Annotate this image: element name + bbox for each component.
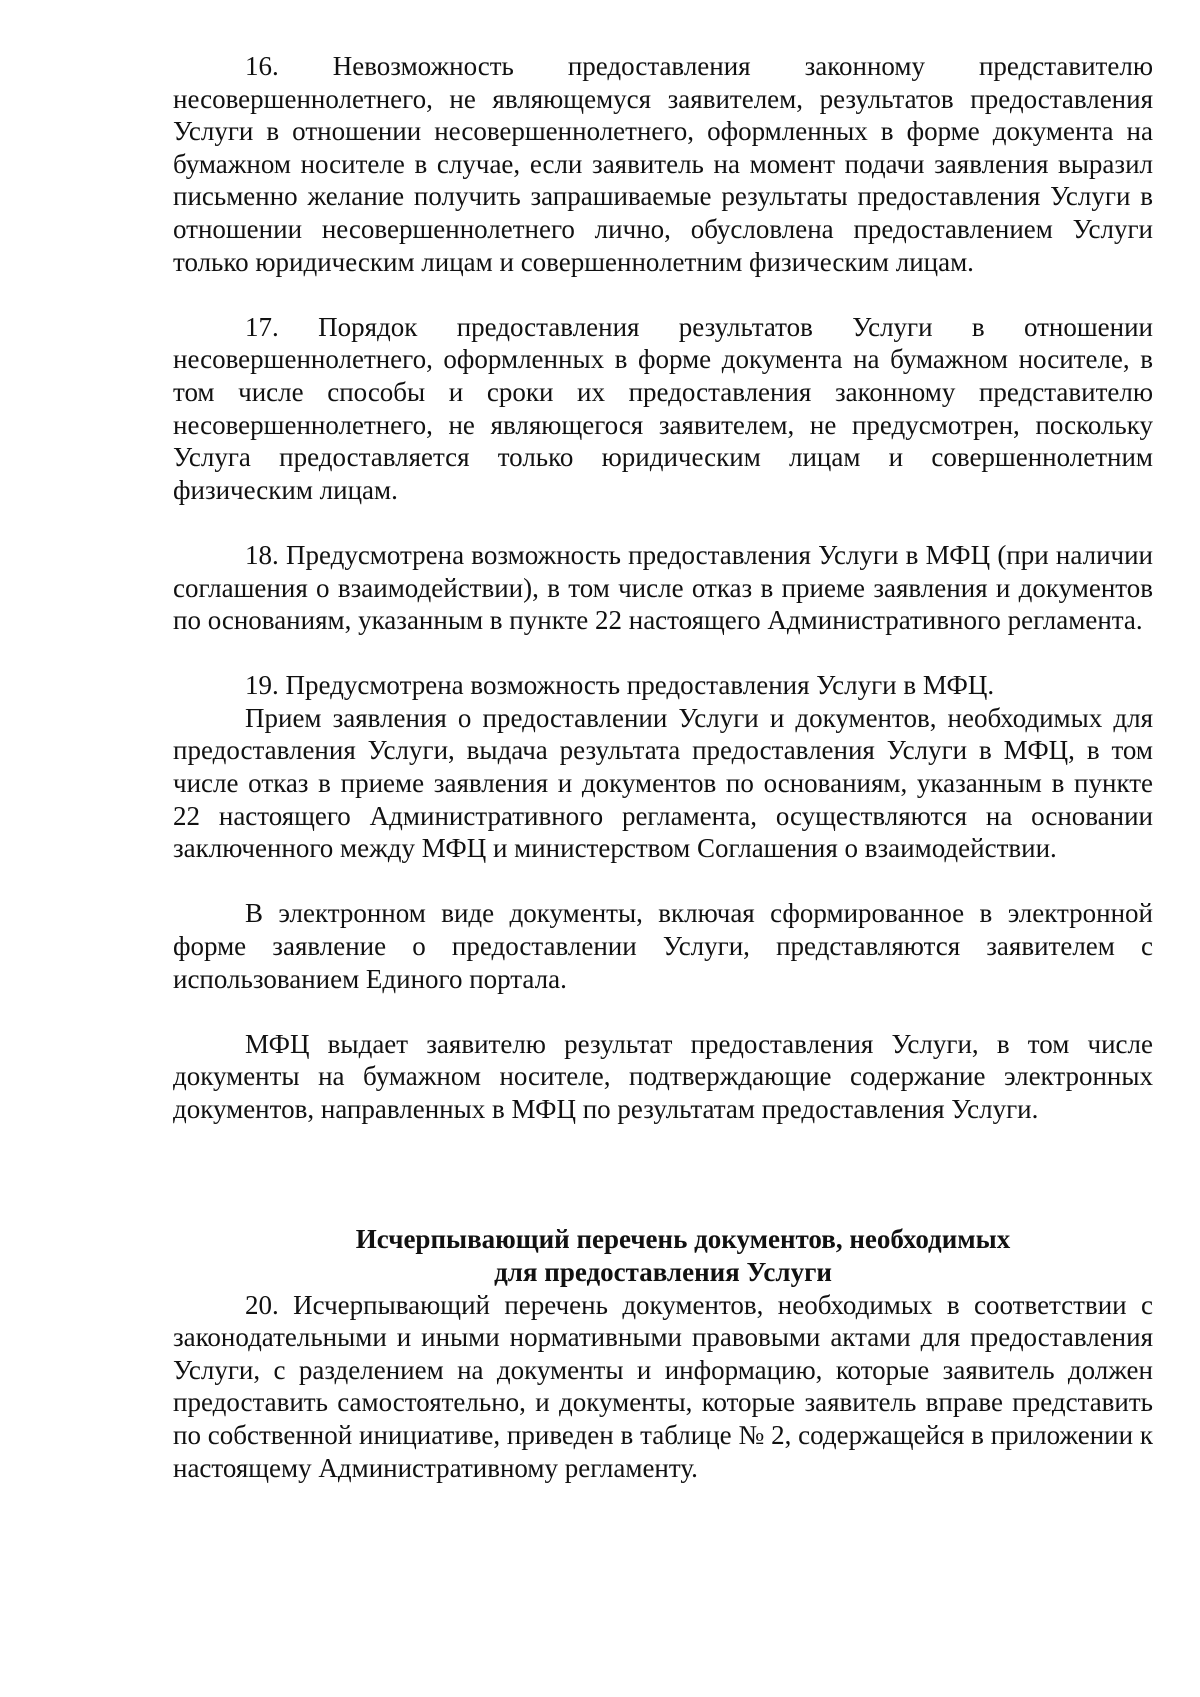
paragraph-19-body: Прием заявления о предоставлении Услуги и документов, необходимых для предоставления Услуги, выдача результата предоставления Услуги в МФЦ, в том числе отказ в приеме заявления и документов по основаниям, указанным в пункте 22 настоящего Административного регламента, осуществляются на основании заключенного между МФЦ и министерством Соглашения о взаимодействии.: [173, 702, 1153, 864]
paragraph-gap: [173, 1191, 1153, 1224]
paragraph-gap: [173, 278, 1153, 311]
paragraph-gap: [173, 1158, 1153, 1191]
paragraph-gap: [173, 865, 1153, 898]
section-heading: [173, 1223, 1153, 1288]
paragraph-electronic-documents: В электронном виде документы, включая сформированное в электронной форме заявление о предоставлении Услуги, представляются заявителем с использованием Единого портала.: [173, 898, 1153, 994]
paragraph-20: 20. Исчерпывающий перечень документов, необходимых в соответствии с законодательными и иными нормативными правовыми актами для предоставления Услуги, с разделением на документы и информацию, которые заявитель должен предоставить самостоятельно, и документы, которые заявитель вправе представить по собственной инициативе, приведен в таблице № 2, содержащейся в приложении к настоящему Административному регламенту.: [173, 1289, 1153, 1483]
document-page: [173, 50, 1153, 1484]
paragraph-16: 16. Невозможность предоставления законному представителю несовершеннолетнего, не являющемуся заявителем, результатов предоставления Услуги в отношении несовершеннолетнего, оформленных в форме документа на бумажном носителе в случае, если заявитель на момент подачи заявления выразил письменно желание получить запрашиваемые результаты предоставления Услуги в отношении несовершеннолетнего лично, обусловлена предоставлением Услуги только юридическим лицам и совершеннолетним физическим лицам.: [173, 51, 1153, 277]
section-heading-line-2: для предоставления Услуги: [494, 1256, 832, 1287]
paragraph-gap: [173, 506, 1153, 539]
paragraph-18: 18. Предусмотрена возможность предоставления Услуги в МФЦ (при наличии соглашения о взаимодействии), в том числе отказ в приеме заявления и документов по основаниям, указанным в пункте 22 настоящего Административного регламента.: [173, 539, 1153, 636]
paragraph-gap: [173, 995, 1153, 1028]
paragraph-mfc-issues-result: МФЦ выдает заявителю результат предоставления Услуги, в том числе документы на бумажном носителе, подтверждающие содержание электронных документов, направленных в МФЦ по результатам предоставления Услуги.: [173, 1028, 1153, 1124]
section-heading-line-1: Исчерпывающий перечень документов, необходимых: [355, 1224, 1011, 1255]
paragraph-17: 17. Порядок предоставления результатов Услуги в отношении несовершеннолетнего, оформленных в форме документа на бумажном носителе, в том числе способы и сроки их предоставления законному представителю несовершеннолетнего, не являющегося заявителем, не предусмотрен, поскольку Услуга предоставляется только юридическим лицам и совершеннолетним физическим лицам.: [173, 311, 1153, 505]
paragraph-gap: [173, 1126, 1153, 1159]
paragraph-19: 19. Предусмотрена возможность предоставления Услуги в МФЦ.: [245, 670, 995, 701]
paragraph-gap: [173, 637, 1153, 670]
